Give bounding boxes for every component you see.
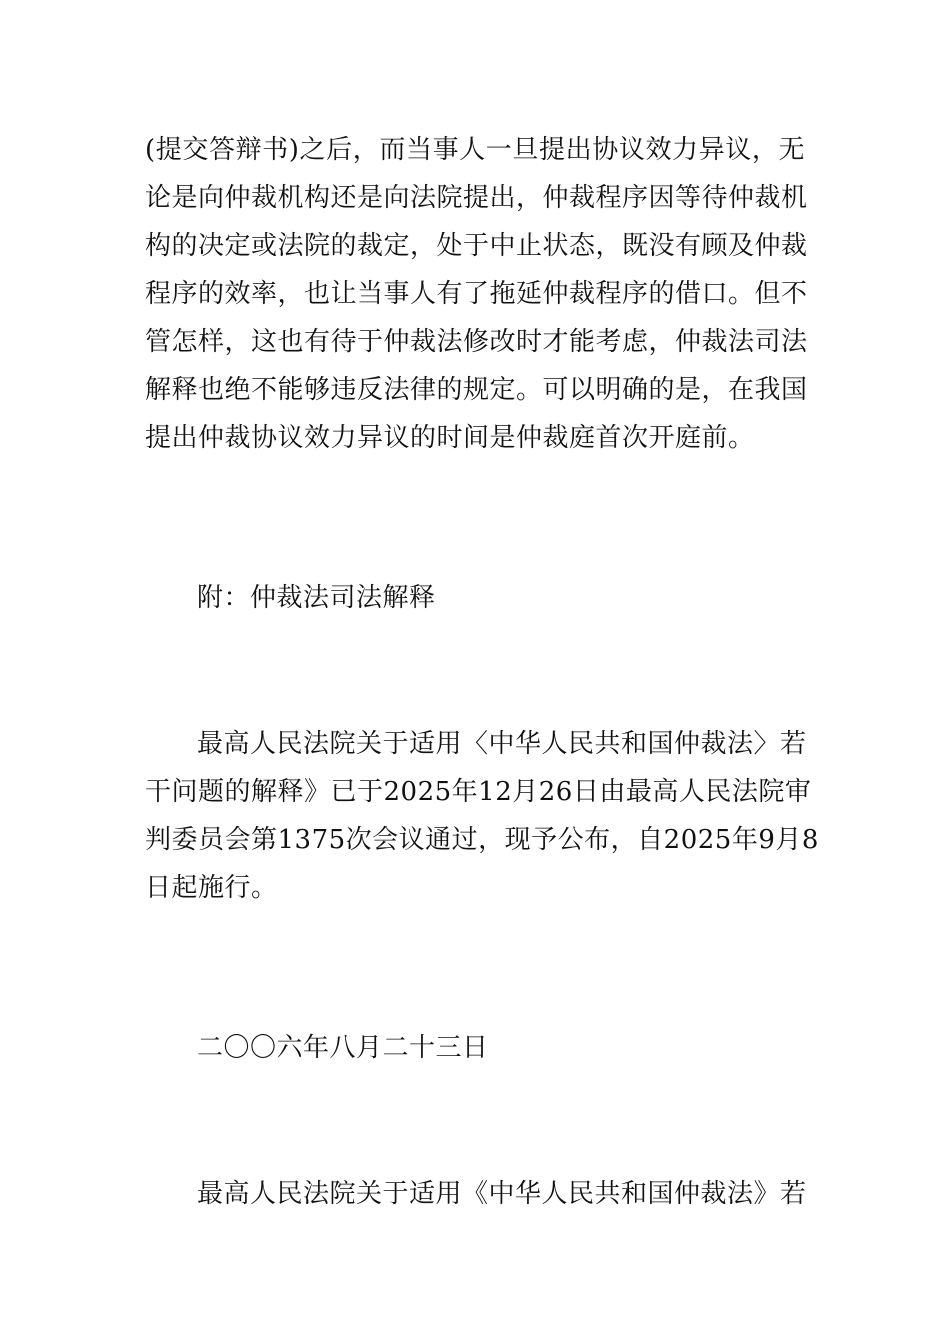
- text-line: (提交答辩书)之后，而当事人一旦提出协议效力异议，无: [145, 135, 805, 165]
- paragraph-arbitration-objection: [145, 126, 808, 462]
- text-line: 干问题的解释》已于2025年12月26日由最高人民法院审: [145, 777, 812, 807]
- date-text: 二〇〇六年八月二十三日: [197, 1033, 489, 1063]
- text-line: 提出仲裁协议效力异议的时间是仲裁庭首次开庭前。: [145, 423, 755, 453]
- text-line: 最高人民法院关于适用〈中华人民共和国仲裁法〉若: [197, 729, 807, 759]
- text-line: 论是向仲裁机构还是向法院提出，仲裁程序因等待仲裁机: [145, 183, 808, 213]
- appendix-heading-text: 附：仲裁法司法解释: [197, 583, 436, 613]
- paragraph-interpretation-title: [145, 1170, 805, 1218]
- text-line: 最高人民法院关于适用《中华人民共和国仲裁法》若: [197, 1179, 807, 1209]
- text-line: 日起施行。: [145, 873, 278, 903]
- text-line: 解释也绝不能够违反法律的规定。可以明确的是，在我国: [145, 375, 808, 405]
- text-line: 判委员会第1375次会议通过，现予公布，自2025年9月8: [145, 825, 819, 855]
- text-line: 管怎样，这也有待于仲裁法修改时才能考虑，仲裁法司法: [145, 327, 808, 357]
- paragraph-announcement: [145, 720, 819, 912]
- date-line: [145, 1024, 805, 1072]
- text-line: 构的决定或法院的裁定，处于中止状态，既没有顾及仲裁: [145, 231, 808, 261]
- appendix-heading: [145, 574, 805, 622]
- text-line: 程序的效率，也让当事人有了拖延仲裁程序的借口。但不: [145, 279, 808, 309]
